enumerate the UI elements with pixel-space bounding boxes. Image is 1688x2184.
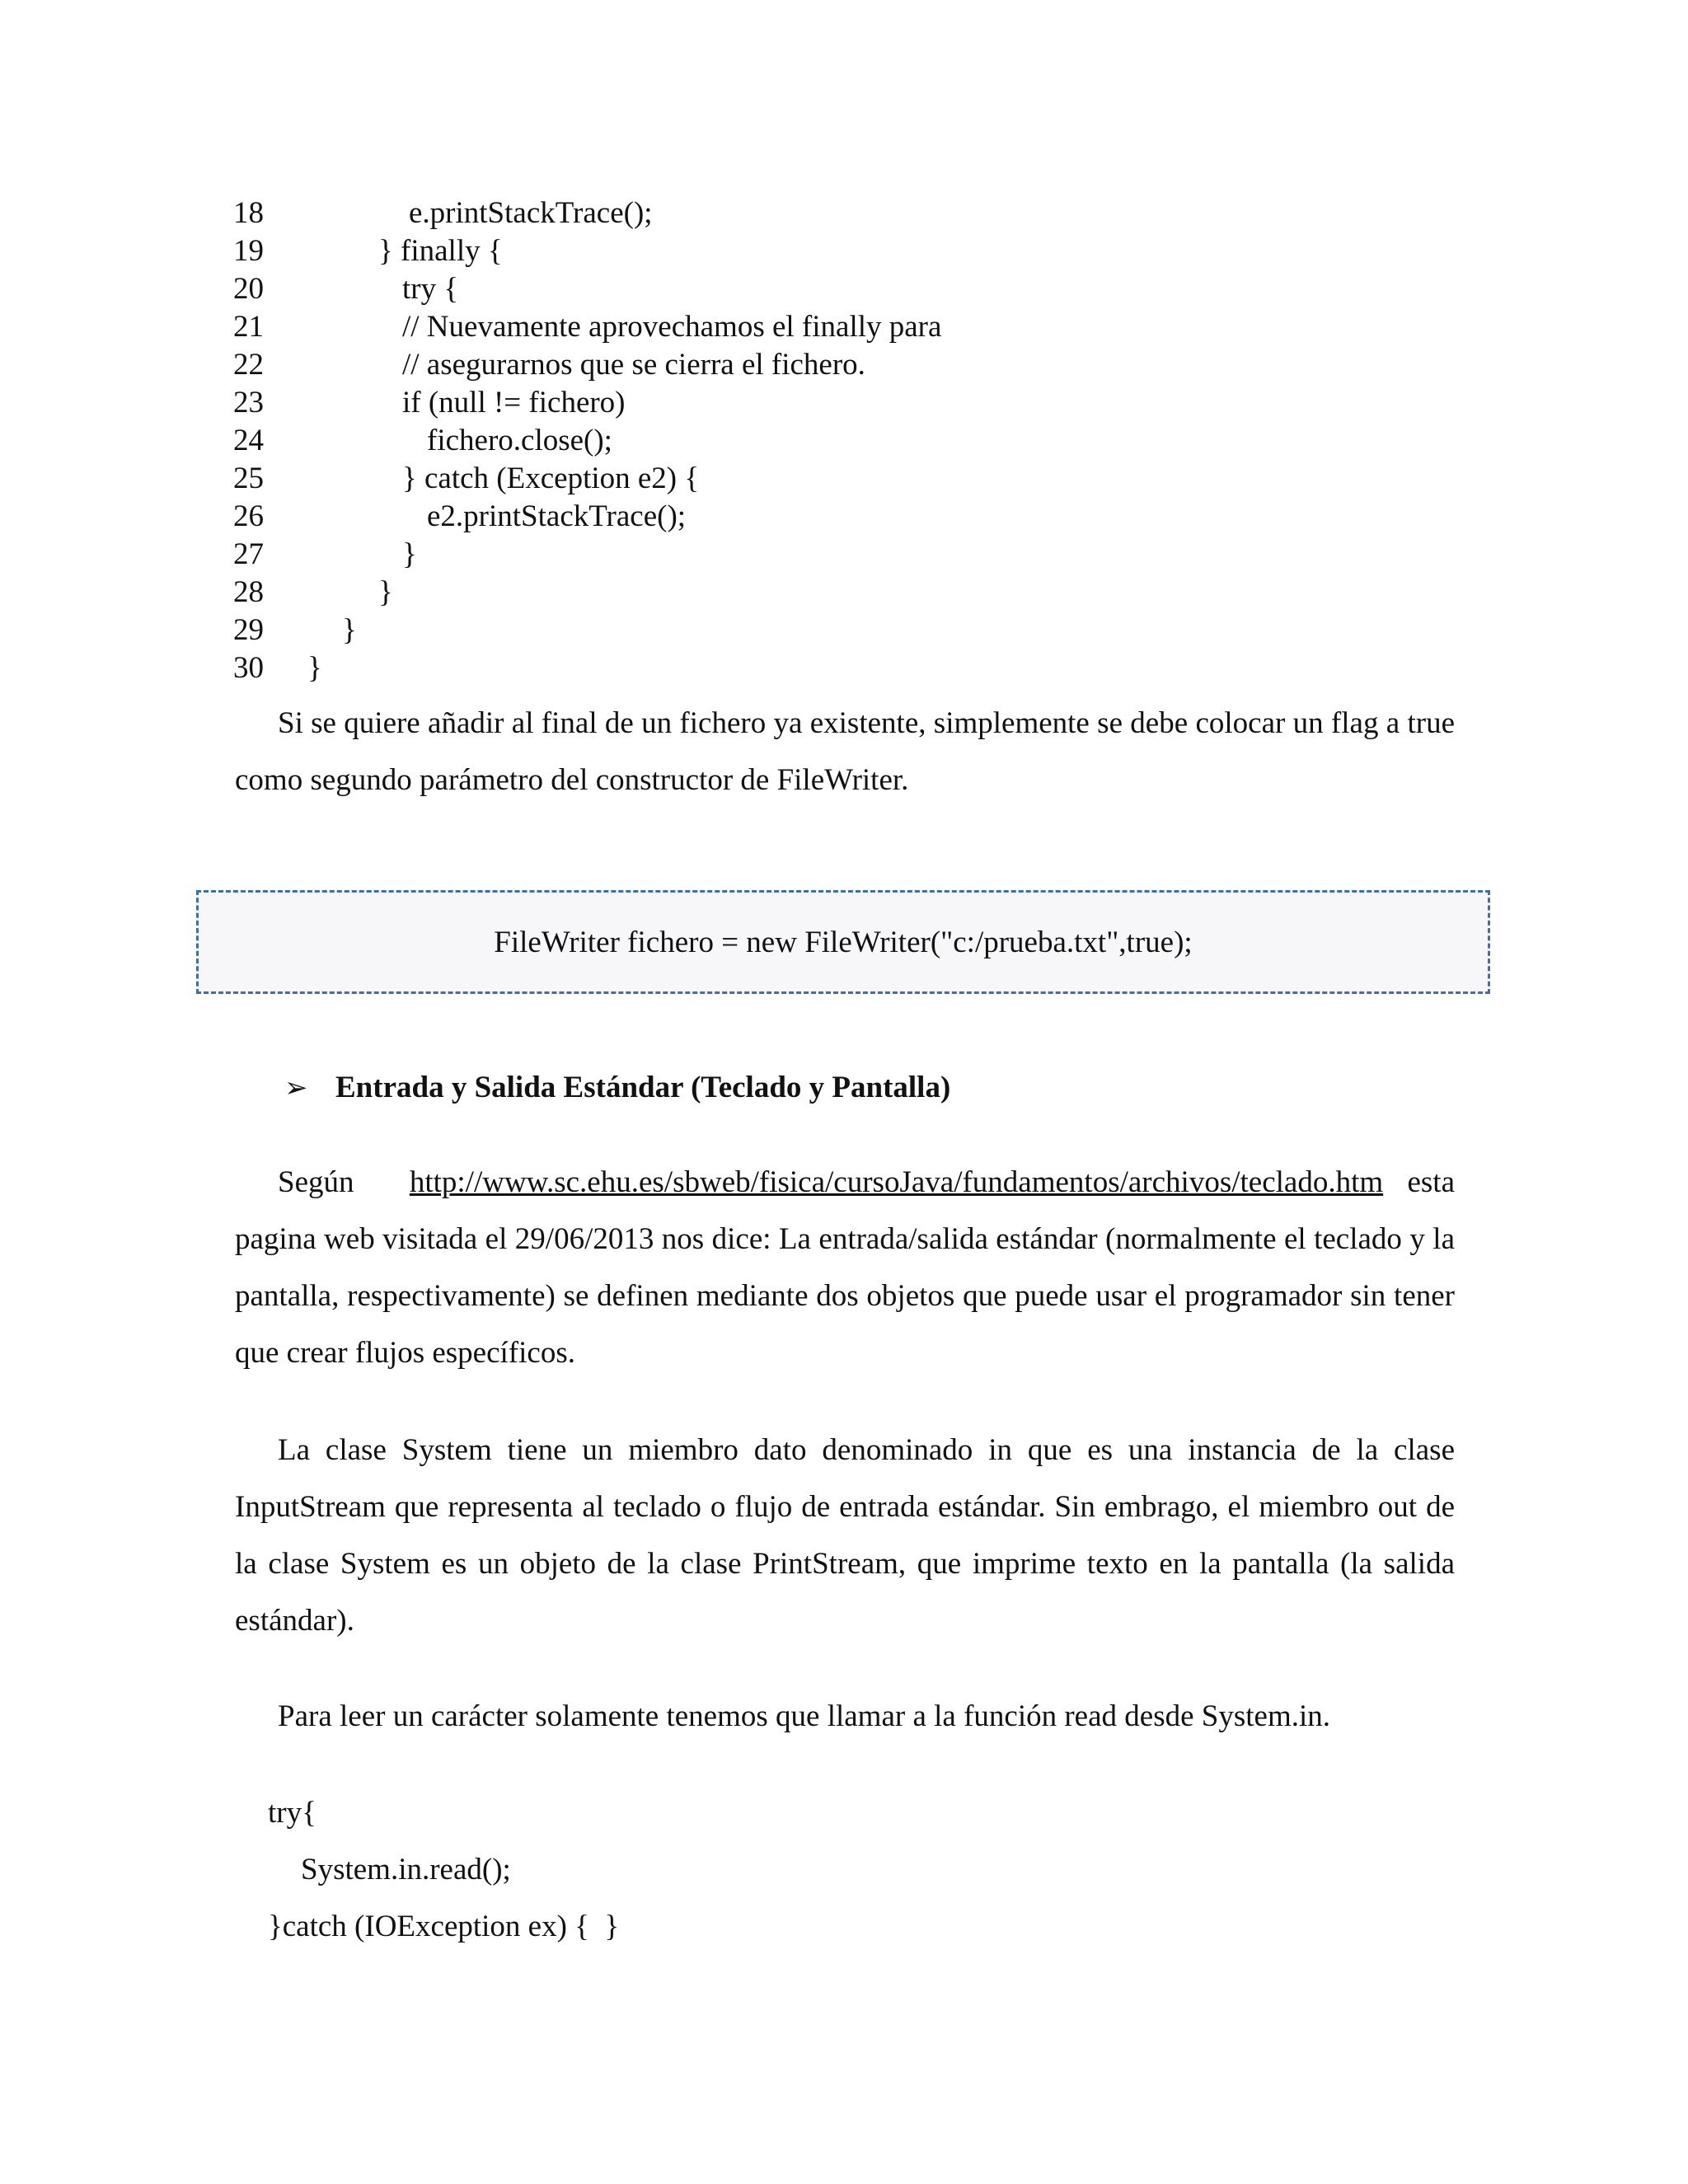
code-line — [233, 649, 322, 687]
code-box-text: FileWriter fichero = new FileWriter("c:/prueba.txt",true); — [494, 926, 1193, 959]
line-number: 26 — [233, 499, 264, 533]
code-line — [233, 346, 865, 384]
code-text: // asegurarnos que se cierra el fichero. — [402, 348, 865, 382]
paragraph-text: Si se quiere añadir al final de un fichero ya existente, simplemente se debe colocar un flag a true como segundo parámetro del constructor de FileWriter. — [235, 706, 1455, 797]
code-line — [233, 460, 700, 498]
line-number: 20 — [233, 272, 264, 306]
code-text: } — [342, 613, 357, 647]
line-number: 24 — [233, 424, 264, 457]
snippet-line: }catch (IOException ex) { } — [268, 1910, 620, 1943]
code-line — [233, 194, 653, 232]
paragraph-prefix: Según — [278, 1165, 354, 1199]
section-heading — [284, 1069, 950, 1107]
line-number: 30 — [233, 651, 264, 685]
line-number: 19 — [233, 234, 264, 268]
code-text: } finally { — [378, 234, 503, 268]
line-number: 22 — [233, 348, 264, 382]
arrow-bullet-icon: ➢ — [284, 1071, 308, 1104]
code-text: } — [378, 575, 393, 609]
code-line — [233, 232, 503, 270]
line-number: 25 — [233, 462, 264, 495]
paragraph-append — [235, 695, 1455, 808]
code-line — [233, 308, 942, 346]
line-number: 23 — [233, 386, 264, 419]
line-number: 27 — [233, 537, 264, 571]
code-text: e2.printStackTrace(); — [427, 499, 687, 533]
paragraph-read — [235, 1688, 1455, 1745]
line-number: 21 — [233, 310, 264, 344]
code-text: // Nuevamente aprovechamos el finally para — [402, 310, 942, 344]
code-text: fichero.close(); — [427, 424, 612, 457]
snippet-line: System.in.read(); — [301, 1853, 511, 1886]
code-box — [196, 890, 1490, 994]
paragraph-text: La clase System tiene un miembro dato denominado in que es una instancia de la clase InputStream que representa al teclado o flujo de entrada estándar. Sin embrago, el miembro out de la clase System es un objeto de la clase PrintStream, que imprime texto en la pantalla (la salida estándar). — [235, 1433, 1455, 1638]
section-heading-text: Entrada y Salida Estándar (Teclado y Pantalla) — [335, 1071, 951, 1104]
snippet-line: try{ — [268, 1796, 316, 1830]
code-text: e.printStackTrace(); — [409, 196, 653, 230]
code-line — [233, 270, 459, 308]
code-line — [233, 612, 357, 649]
code-line — [233, 422, 612, 460]
line-number: 18 — [233, 196, 264, 230]
code-text: } — [307, 651, 322, 685]
paragraph-text: esta pagina web visitada el 29/06/2013 nos dice: La entrada/salida estándar (normalmente el teclado y la pantalla, respectivamente) se definen mediante dos objetos que puede usar el programador sin tener que crear flujos específicos. — [235, 1165, 1455, 1370]
code-line — [233, 536, 417, 574]
source-link[interactable]: http://www.sc.ehu.es/sbweb/fisica/cursoJava/fundamentos/archivos/teclado.htm — [409, 1165, 1384, 1199]
line-number: 28 — [233, 575, 264, 609]
code-text: } — [402, 537, 417, 571]
paragraph-text: Para leer un carácter solamente tenemos que llamar a la función read desde System.in. — [278, 1699, 1331, 1733]
line-number: 29 — [233, 613, 264, 647]
code-text: if (null != fichero) — [402, 386, 626, 419]
code-line — [233, 574, 393, 612]
code-line — [233, 384, 626, 422]
paragraph-segun — [235, 1154, 1455, 1381]
code-text: } catch (Exception e2) { — [402, 462, 700, 495]
code-text: try { — [402, 272, 459, 306]
paragraph-system — [235, 1422, 1455, 1649]
code-line — [233, 498, 687, 536]
